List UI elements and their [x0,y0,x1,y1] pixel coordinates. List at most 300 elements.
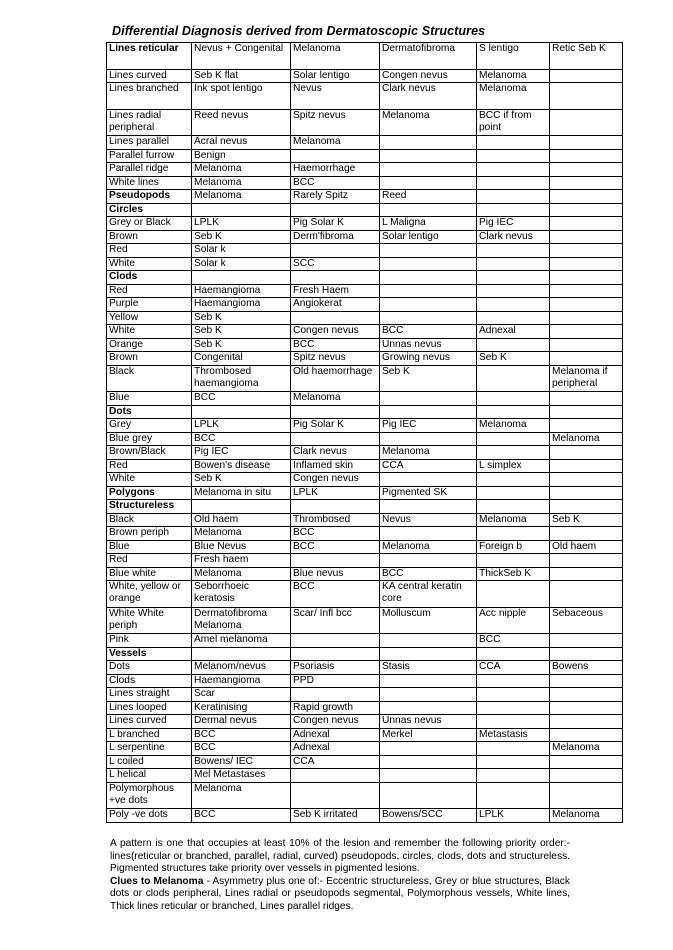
diagnosis-cell [477,405,550,419]
diagnosis-cell: Solar k [192,244,291,258]
diagnosis-cell: Congen nevus [291,325,380,339]
row-label-cell: White [107,325,192,339]
diagnosis-cell: Seb K [550,513,623,527]
row-label-cell: Lines straight [107,688,192,702]
row-label-cell: Black [107,365,192,392]
row-label-cell: Grey [107,419,192,433]
table-row [107,607,623,634]
diagnosis-cell: Benign [192,149,291,163]
table-row [107,661,623,675]
diagnosis-cell: Melanoma [550,809,623,823]
diagnosis-cell [192,647,291,661]
diagnosis-cell: LPLK [192,419,291,433]
diagnosis-cell: Melanoma if peripheral [550,365,623,392]
diagnosis-cell [550,338,623,352]
diagnosis-cell [477,782,550,809]
row-label-cell: Brown [107,230,192,244]
table-section-row [107,486,623,500]
row-label-cell: Circles [107,203,192,217]
row-label-cell: White White periph [107,607,192,634]
diagnosis-cell: Merkel [380,728,477,742]
diagnosis-cell: Rarely Spitz [291,190,380,204]
diagnosis-cell: L Maligna [380,217,477,231]
diagnosis-cell: Pig IEC [192,446,291,460]
diagnosis-cell: Fresh Haem [291,284,380,298]
diagnosis-cell: Haemangioma [192,284,291,298]
row-label-cell: Structureless [107,500,192,514]
table-row [107,554,623,568]
row-label-cell: White [107,473,192,487]
differential-diagnosis-table [106,42,623,823]
diagnosis-cell [380,647,477,661]
diagnosis-cell [550,486,623,500]
table-row [107,392,623,406]
diagnosis-cell: Adnexal [477,325,550,339]
diagnosis-cell [380,688,477,702]
diagnosis-cell [550,176,623,190]
diagnosis-cell: Keratinising [192,701,291,715]
row-label-cell: Polygons [107,486,192,500]
diagnosis-cell [380,473,477,487]
diagnosis-cell: Pig IEC [477,217,550,231]
diagnosis-cell [550,69,623,83]
diagnosis-cell: Seb K [192,473,291,487]
diagnosis-cell [380,755,477,769]
table-row [107,701,623,715]
table-row [107,634,623,648]
table-section-row [107,500,623,514]
table-row [107,581,623,608]
diagnosis-cell [291,311,380,325]
table-row [107,163,623,177]
row-label-cell: L helical [107,769,192,783]
row-label-cell: Pink [107,634,192,648]
diagnosis-cell: Derm'fibroma [291,230,380,244]
diagnosis-cell: Bowen's disease [192,459,291,473]
diagnosis-cell: Unnas nevus [380,715,477,729]
diagnosis-cell [550,634,623,648]
row-label-cell: Black [107,513,192,527]
diagnosis-cell: Thrombosed haemangioma [192,365,291,392]
diagnosis-cell: Melanoma [192,567,291,581]
diagnosis-cell [477,742,550,756]
row-label-cell: Orange [107,338,192,352]
table-row [107,769,623,783]
diagnosis-cell: SCC [291,257,380,271]
row-label-cell: Lines reticular [107,43,192,70]
diagnosis-cell: Melanoma [192,190,291,204]
diagnosis-cell [550,271,623,285]
diagnosis-cell [380,554,477,568]
diagnosis-cell [380,271,477,285]
diagnosis-cell: Melanoma [477,69,550,83]
diagnosis-cell: Thrombosed [291,513,380,527]
diagnosis-cell [291,782,380,809]
diagnosis-cell: Melanoma [477,83,550,110]
diagnosis-cell: CCA [477,661,550,675]
melanoma-clues-label: Clues to Melanoma [110,875,204,887]
diagnosis-cell [380,782,477,809]
diagnosis-cell [291,500,380,514]
row-label-cell: Brown periph [107,527,192,541]
diagnosis-cell [550,473,623,487]
diagnosis-cell [477,755,550,769]
diagnosis-cell: Seb K [192,325,291,339]
table-row [107,244,623,258]
diagnosis-cell: Seb K irritated [291,809,380,823]
table-row [107,782,623,809]
melanoma-clues-text: - Asymmetry plus one of:- Eccentric structureless, Grey or blue structures, Black dots or clods peripheral, Lines radial or pseudopods segmental, Polymorphous vessels, White lines, Thick lines reticular or branched, Lines parallel ridges. [110,875,570,912]
diagnosis-cell [477,674,550,688]
diagnosis-cell [550,782,623,809]
row-label-cell: L coiled [107,755,192,769]
diagnosis-cell: Inflamed skin [291,459,380,473]
diagnosis-cell: Scar/ Infl bcc [291,607,380,634]
diagnosis-cell [380,500,477,514]
diagnosis-cell [477,486,550,500]
diagnosis-cell [550,163,623,177]
diagnosis-cell: CCA [380,459,477,473]
table-row [107,298,623,312]
diagnosis-cell: Adnexal [291,742,380,756]
diagnosis-cell: Old haem [550,540,623,554]
table-row [107,742,623,756]
diagnosis-cell: BCC [192,392,291,406]
row-label-cell: White lines [107,176,192,190]
table-row [107,473,623,487]
melanoma-clues-note [110,876,570,914]
table-row [107,352,623,366]
diagnosis-cell: Clark nevus [380,83,477,110]
diagnosis-cell: Melanoma [192,176,291,190]
diagnosis-cell [550,419,623,433]
diagnosis-cell: Growing nevus [380,352,477,366]
row-label-cell: Vessels [107,647,192,661]
diagnosis-cell [477,257,550,271]
row-label-cell: Lines branched [107,83,192,110]
diagnosis-cell [550,217,623,231]
diagnosis-cell [291,271,380,285]
diagnosis-cell: BCC [380,567,477,581]
diagnosis-cell: Old haemorrhage [291,365,380,392]
diagnosis-cell [550,567,623,581]
row-label-cell: L branched [107,728,192,742]
row-label-cell: Lines parallel [107,136,192,150]
diagnosis-cell: Scar [192,688,291,702]
diagnosis-cell [550,446,623,460]
row-label-cell: Poly -ve dots [107,809,192,823]
diagnosis-cell: Clark nevus [291,446,380,460]
table-row [107,446,623,460]
diagnosis-cell: Seb K [380,365,477,392]
diagnosis-cell [477,500,550,514]
diagnosis-cell: Melanoma [550,742,623,756]
table-row [107,755,623,769]
diagnosis-cell: Nevus + Congenital [192,43,291,70]
diagnosis-cell: Psoriasis [291,661,380,675]
diagnosis-cell: Melanoma [380,109,477,136]
table-row [107,338,623,352]
diagnosis-cell [477,715,550,729]
diagnosis-cell [550,244,623,258]
diagnosis-cell [550,755,623,769]
diagnosis-cell [477,365,550,392]
page-title: Differential Diagnosis derived from Dermatoscopic Structures [112,24,486,38]
row-label-cell: Blue [107,540,192,554]
diagnosis-cell [380,742,477,756]
diagnosis-cell: BCC [291,176,380,190]
diagnosis-cell: Melanoma in situ [192,486,291,500]
diagnosis-cell [477,271,550,285]
diagnosis-cell: Dermatofibroma [380,43,477,70]
diagnosis-cell [550,392,623,406]
diagnosis-cell [550,230,623,244]
diagnosis-cell [550,325,623,339]
diagnosis-cell [477,244,550,258]
diagnosis-cell: BCC if from point [477,109,550,136]
diagnosis-cell [477,149,550,163]
diagnosis-cell [477,432,550,446]
diagnosis-cell [291,203,380,217]
diagnosis-cell: Amel melanoma [192,634,291,648]
diagnosis-cell: Solar k [192,257,291,271]
diagnosis-cell: Retic Seb K [550,43,623,70]
diagnosis-cell: Nevus [380,513,477,527]
diagnosis-cell: Fresh haem [192,554,291,568]
diagnosis-cell: Old haem [192,513,291,527]
diagnosis-cell [380,405,477,419]
table-section-row [107,43,623,70]
diagnosis-cell [550,311,623,325]
table-row [107,325,623,339]
diagnosis-cell [477,688,550,702]
row-label-cell: Red [107,459,192,473]
row-label-cell: Purple [107,298,192,312]
diagnosis-cell [477,203,550,217]
diagnosis-cell: Adnexal [291,728,380,742]
row-label-cell: Clods [107,674,192,688]
diagnosis-cell: Congen nevus [291,715,380,729]
diagnosis-cell [550,136,623,150]
row-label-cell: L serpentine [107,742,192,756]
diagnosis-cell: Melanoma [291,392,380,406]
diagnosis-cell [550,769,623,783]
row-label-cell: White, yellow or orange [107,581,192,608]
diagnosis-cell [550,715,623,729]
diagnosis-cell [380,527,477,541]
table-row [107,419,623,433]
diagnosis-cell [477,338,550,352]
diagnosis-cell [291,769,380,783]
diagnosis-cell: Melanoma [192,782,291,809]
diagnosis-cell: Dermatofibroma Melanoma [192,607,291,634]
diagnosis-cell: Solar lentigo [291,69,380,83]
table-row [107,83,623,110]
diagnosis-cell [380,257,477,271]
diagnosis-cell: Metastasis [477,728,550,742]
diagnosis-cell [291,688,380,702]
diagnosis-cell [550,284,623,298]
diagnosis-cell: BCC [380,325,477,339]
table-row [107,284,623,298]
diagnosis-cell [477,446,550,460]
diagnosis-cell: BCC [291,338,380,352]
diagnosis-cell [192,203,291,217]
diagnosis-cell: Congen nevus [380,69,477,83]
diagnosis-cell: Unnas nevus [380,338,477,352]
diagnosis-cell [380,432,477,446]
table-row [107,809,623,823]
diagnosis-cell [380,284,477,298]
row-label-cell: Pseudopods [107,190,192,204]
diagnosis-cell [192,500,291,514]
table-row [107,540,623,554]
diagnosis-cell: L simplex [477,459,550,473]
diagnosis-cell: BCC [192,742,291,756]
diagnosis-cell [291,432,380,446]
diagnosis-cell: Stasis [380,661,477,675]
table-row [107,728,623,742]
table-row [107,136,623,150]
table-row [107,176,623,190]
diagnosis-cell [291,244,380,258]
diagnosis-cell [291,405,380,419]
row-label-cell: Brown/Black [107,446,192,460]
diagnosis-cell [550,298,623,312]
table-row [107,674,623,688]
row-label-cell: Lines curved [107,715,192,729]
diagnosis-cell: Bowens [550,661,623,675]
diagnosis-cell: Acral nevus [192,136,291,150]
row-label-cell: Red [107,554,192,568]
row-label-cell: Lines looped [107,701,192,715]
diagnosis-cell: Seb K [192,230,291,244]
diagnosis-cell [477,473,550,487]
diagnosis-cell: BCC [291,581,380,608]
diagnosis-cell: PPD [291,674,380,688]
diagnosis-cell: Bowens/SCC [380,809,477,823]
diagnosis-cell [550,728,623,742]
diagnosis-cell: Melanoma [477,419,550,433]
diagnosis-cell [380,674,477,688]
diagnosis-cell: Melanom/nevus [192,661,291,675]
row-label-cell: Dots [107,661,192,675]
diagnosis-cell: Melanoma [380,540,477,554]
diagnosis-cell [550,647,623,661]
table-row [107,567,623,581]
diagnosis-cell: Bowens/ IEC [192,755,291,769]
diagnosis-cell: Melanoma [550,432,623,446]
diagnosis-cell: Dermal nevus [192,715,291,729]
diagnosis-cell [380,163,477,177]
diagnosis-cell: Clark nevus [477,230,550,244]
diagnosis-cell [550,257,623,271]
diagnosis-cell [380,203,477,217]
diagnosis-cell: Reed nevus [192,109,291,136]
diagnosis-cell: Haemorrhage [291,163,380,177]
diagnosis-cell: Mel Metastases [192,769,291,783]
table-row [107,149,623,163]
diagnosis-cell [550,405,623,419]
diagnosis-cell [550,352,623,366]
row-label-cell: Clods [107,271,192,285]
row-label-cell: Yellow [107,311,192,325]
row-label-cell: Lines curved [107,69,192,83]
row-label-cell: Red [107,284,192,298]
diagnosis-cell [380,149,477,163]
diagnosis-cell: Congen nevus [291,473,380,487]
diagnosis-cell: Spitz nevus [291,352,380,366]
table-row [107,69,623,83]
diagnosis-cell: Angiokerat [291,298,380,312]
table-row [107,715,623,729]
diagnosis-cell [380,298,477,312]
diagnosis-cell: Reed [380,190,477,204]
diagnosis-cell: Melanoma [291,43,380,70]
table-row [107,230,623,244]
diagnosis-cell [550,674,623,688]
diagnosis-cell [477,176,550,190]
diagnosis-cell: Pig Solar K [291,217,380,231]
diagnosis-cell: Pig Solar K [291,419,380,433]
table-row [107,688,623,702]
diagnosis-cell [477,527,550,541]
table-section-row [107,405,623,419]
row-label-cell: Blue grey [107,432,192,446]
diagnosis-cell [477,647,550,661]
notes [110,838,570,914]
diagnosis-cell: BCC [291,540,380,554]
diagnosis-cell [550,109,623,136]
table-row [107,109,623,136]
diagnosis-cell: Haemangioma [192,674,291,688]
diagnosis-cell: ThickSeb K [477,567,550,581]
diagnosis-cell: Seb K [477,352,550,366]
table-section-row [107,190,623,204]
diagnosis-cell [477,190,550,204]
diagnosis-cell: Pigmented SK [380,486,477,500]
diagnosis-cell: BCC [192,432,291,446]
table-row [107,432,623,446]
diagnosis-cell [550,203,623,217]
diagnosis-cell [477,311,550,325]
pattern-definition-note: A pattern is one that occupies at least 10% of the lesion and remember the following priority order:- lines(reticular or branched, parallel, radial, curved) pseudopods, circles, clods, dots and structureless. Pigmented structures take priority over vessels in pigmented lesions. [110,838,570,875]
diagnosis-cell: Seb K [192,311,291,325]
diagnosis-cell [477,701,550,715]
diagnosis-cell: LPLK [291,486,380,500]
diagnosis-cell [380,701,477,715]
diagnosis-cell [192,405,291,419]
diagnosis-cell [291,149,380,163]
diagnosis-cell: Ink spot lentigo [192,83,291,110]
diagnosis-cell: Acc nipple [477,607,550,634]
diagnosis-cell [550,527,623,541]
diagnosis-cell: Seb K flat [192,69,291,83]
row-label-cell: Dots [107,405,192,419]
row-label-cell: White [107,257,192,271]
diagnosis-cell [477,163,550,177]
diagnosis-cell: Melanoma [477,513,550,527]
table-row [107,217,623,231]
row-label-cell: Blue [107,392,192,406]
row-label-cell: Blue white [107,567,192,581]
diagnosis-cell [380,136,477,150]
diagnosis-cell [380,392,477,406]
row-label-cell: Lines radial peripheral [107,109,192,136]
diagnosis-cell: Blue Nevus [192,540,291,554]
table-row [107,311,623,325]
diagnosis-cell: Blue nevus [291,567,380,581]
